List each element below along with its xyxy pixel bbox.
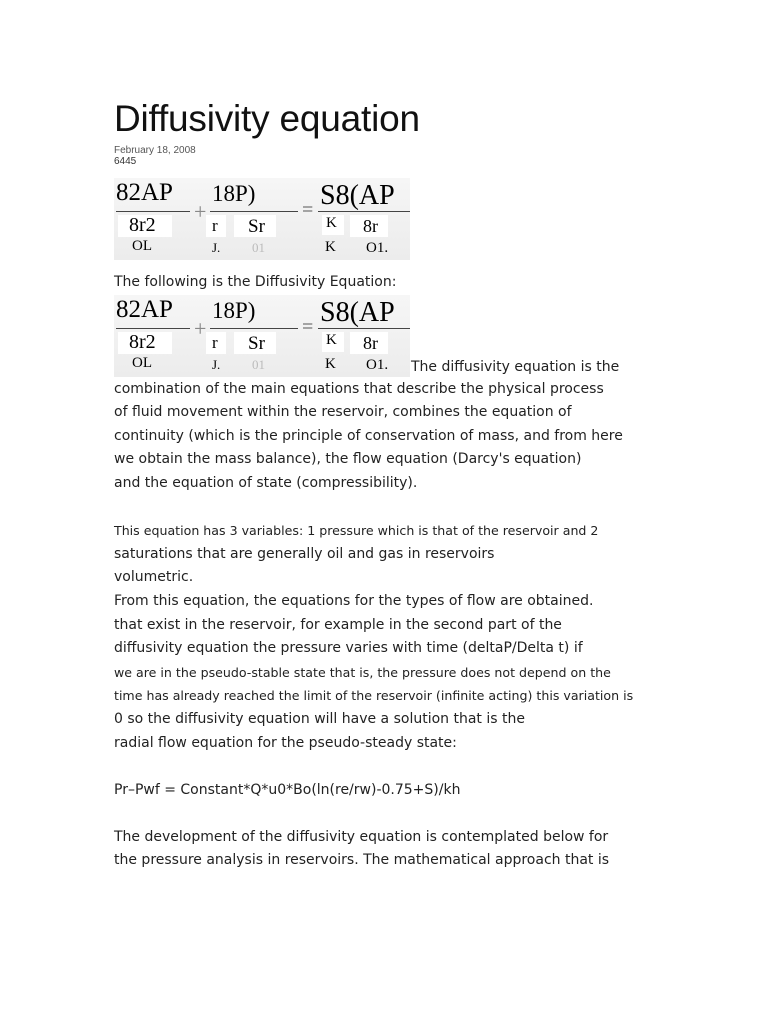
paragraph-physical-process <box>114 378 674 496</box>
text-line: we are in the pseudo-stable state that is, the pressure does not depend on the <box>114 664 611 680</box>
equals-sign: = <box>302 199 314 221</box>
eq-term: 8r2 <box>129 214 156 236</box>
equals-sign: = <box>302 315 314 338</box>
text-line: combination of the main equations that describe the physical process <box>114 380 604 397</box>
document-body <box>114 96 674 873</box>
eq-term: J. <box>212 356 221 372</box>
equation-image <box>114 295 410 377</box>
eq-term: r <box>212 216 218 235</box>
view-count: 6445 <box>114 156 137 167</box>
text-line: This equation has 3 variables: 1 pressure which is that of the reservoir and 2 <box>114 523 599 539</box>
eq-term: Sr <box>248 216 265 237</box>
eq-term: OL <box>132 354 152 371</box>
eq-term: 8r <box>363 332 378 353</box>
eq-term: O1. <box>366 240 389 256</box>
eq-term: OL <box>132 238 152 254</box>
eq-term: K <box>325 239 336 255</box>
page-title: Diffusivity equation <box>114 98 420 139</box>
text-line: time has already reached the limit of the reservoir (infinite acting) this variation is <box>114 688 634 704</box>
plus-sign: + <box>194 199 207 224</box>
eq-term: 01 <box>252 356 265 372</box>
radial-flow-formula: Pr–Pwf = Constant*Q*u0*Bo(ln(re/rw)-0.75+S)/kh <box>114 781 461 798</box>
eq-term: K <box>326 331 337 348</box>
eq-term: S8(AP <box>320 180 395 211</box>
text-line: The development of the diffusivity equation is contemplated below for <box>114 828 609 845</box>
eq-term: 18P) <box>212 181 256 206</box>
text-line: of fluid movement within the reservoir, combines the equation of <box>114 404 572 421</box>
equation-image <box>114 178 410 260</box>
post-date: February 18, 2008 <box>114 145 196 156</box>
text-line: continuity (which is the principle of conservation of mass, and from here <box>114 427 623 444</box>
eq-term: Sr <box>248 332 265 354</box>
eq-term: O1. <box>366 356 389 373</box>
text-line: and the equation of state (compressibility). <box>114 474 418 491</box>
intro-text: The following is the Diffusivity Equation: <box>114 274 397 290</box>
post-meta <box>114 145 674 167</box>
fraction-bar <box>116 211 190 212</box>
fraction-bar <box>210 328 298 329</box>
paragraph-variables <box>114 519 674 755</box>
text-line: that exist in the reservoir, for example in the second part of the <box>114 616 562 633</box>
paragraph-lead: The diffusivity equation is the <box>411 358 620 375</box>
fraction-bar <box>318 211 410 212</box>
eq-term: 82AP <box>116 179 173 206</box>
eq-term: 01 <box>252 240 265 255</box>
eq-term: 8r <box>363 216 378 236</box>
eq-term: 8r2 <box>129 330 156 353</box>
text-line: radial flow equation for the pseudo-steady state: <box>114 734 457 751</box>
eq-term: S8(AP <box>320 296 395 328</box>
fraction-bar <box>318 328 410 329</box>
text-line: saturations that are generally oil and gas in reservoirs <box>114 545 495 562</box>
eq-term: K <box>325 355 336 372</box>
eq-term: J. <box>212 240 221 255</box>
equation-row <box>114 295 674 377</box>
plus-sign: + <box>194 315 207 341</box>
text-line: we obtain the mass balance), the flow equation (Darcy's equation) <box>114 451 582 468</box>
text-line: diffusivity equation the pressure varies with time (deltaP/Delta t) if <box>114 640 583 657</box>
text-line: volumetric. <box>114 569 194 586</box>
eq-term: 82AP <box>116 295 173 323</box>
paragraph-development <box>114 826 674 873</box>
eq-term: K <box>326 215 337 231</box>
text-line: 0 so the diffusivity equation will have a solution that is the <box>114 710 525 727</box>
fraction-bar <box>210 211 298 212</box>
fraction-bar <box>116 328 190 329</box>
text-line: the pressure analysis in reservoirs. The mathematical approach that is <box>114 852 610 869</box>
eq-term: r <box>212 332 218 352</box>
text-line: From this equation, the equations for the types of flow are obtained. <box>114 592 594 609</box>
eq-term: 18P) <box>212 297 256 323</box>
